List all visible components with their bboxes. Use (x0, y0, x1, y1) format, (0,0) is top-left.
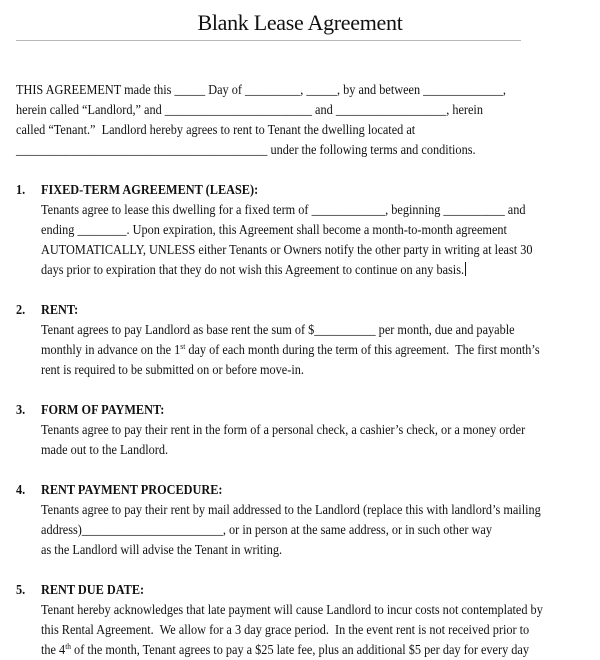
title-divider (16, 40, 521, 41)
section-heading: RENT PAYMENT PROCEDURE: (41, 482, 223, 497)
section-line: made out to the Landlord. (41, 442, 169, 457)
section-heading: FIXED-TERM AGREEMENT (LEASE): (41, 182, 259, 197)
section-line: Tenants agree to lease this dwelling for a fixed term of ____________, beginning __________ and (41, 202, 526, 217)
section-line (41, 340, 540, 360)
text-cursor (465, 262, 466, 276)
intro-line: herein called “Landlord,” and ________________________ and __________________, herein (16, 102, 483, 117)
section-line: AUTOMATICALLY, UNLESS either Tenants or Owners notify the other party in writing at least 30 (41, 242, 533, 257)
section-line: as the Landlord will advise the Tenant in writing. (41, 542, 283, 557)
section-line: Tenant agrees to pay Landlord as base rent the sum of $__________ per month, due and payable (41, 322, 515, 337)
section-line-text: the 4 (41, 642, 66, 657)
section-line: this Rental Agreement. We allow for a 3 day grace period. In the event rent is not received prior to (41, 622, 530, 637)
section-line: Tenants agree to pay their rent by mail addressed to the Landlord (replace this with landlord’s mailing (41, 502, 541, 517)
section-line: rent is required to be submitted on or before move-in. (41, 362, 304, 377)
section-line-text: of the month, Tenant agrees to pay a $25 late fee, plus an additional $5 per day for every day (70, 642, 529, 657)
section-line: ending ________. Upon expiration, this Agreement shall become a month-to-month agreement (41, 222, 507, 237)
section-line-text: days prior to expiration that they do not wish this Agreement to continue on any basis. (41, 262, 465, 277)
section-number: 3. (16, 402, 26, 417)
intro-line: called “Tenant.” Landlord hereby agrees to rent to Tenant the dwelling located at (16, 122, 416, 137)
section-line-text: day of each month during the term of this agreement. The first month’s (185, 342, 540, 357)
intro-line: THIS AGREEMENT made this _____ Day of _________, _____, by and between _____________, (16, 82, 506, 97)
section-line-text: monthly in advance on the 1 (41, 342, 181, 357)
section-number: 2. (16, 302, 26, 317)
section-line (41, 640, 529, 660)
section-line[interactable] (41, 260, 466, 280)
intro-line: _________________________________________ under the following terms and conditions. (16, 142, 476, 157)
document-title: Blank Lease Agreement (197, 10, 403, 35)
section-heading: RENT: (41, 302, 79, 317)
section-line: Tenant hereby acknowledges that late payment will cause Landlord to incur costs not contemplated by (41, 602, 543, 617)
section-line: address)_______________________, or in person at the same address, or in such other way (41, 522, 492, 537)
section-number: 5. (16, 582, 26, 597)
section-line: Tenants agree to pay their rent in the form of a personal check, a cashier’s check, or a money order (41, 422, 526, 437)
section-heading: FORM OF PAYMENT: (41, 402, 165, 417)
section-heading: RENT DUE DATE: (41, 582, 145, 597)
section-number: 1. (16, 182, 26, 197)
ordinal-suffix: st (180, 342, 186, 351)
section-number: 4. (16, 482, 26, 497)
ordinal-suffix: th (65, 642, 71, 651)
